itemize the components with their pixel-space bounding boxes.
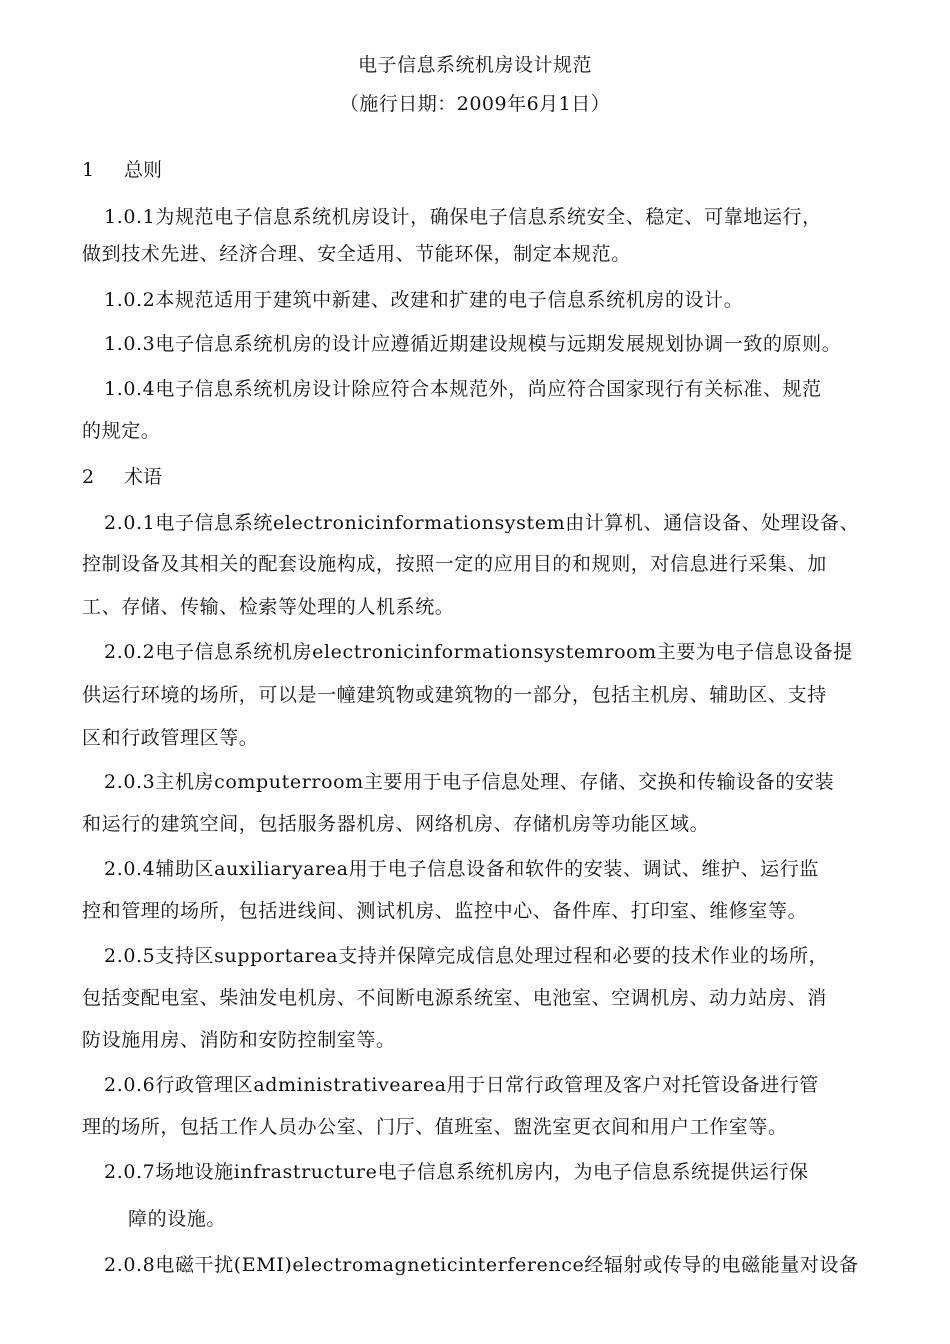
- clause-2-0-1-line: 2.0.1电子信息系统electronicinformationsystem由计算机、通信设备、处理设备、: [104, 512, 860, 534]
- section-heading-terms: [82, 462, 162, 489]
- section-title: 总则: [124, 159, 163, 181]
- clause-2-0-2-line: 区和行政管理区等。: [82, 727, 259, 749]
- clause-2-0-4-line: 2.0.4辅助区auxiliaryarea用于电子信息设备和软件的安装、调试、维护、运行监: [104, 858, 819, 880]
- clause-2-0-1-line: 控制设备及其相关的配套设施构成，按照一定的应用目的和规则，对信息进行采集、加: [82, 553, 827, 575]
- clause-2-0-6-line: 2.0.6行政管理区administrativearea用于日常行政管理及客户对托管设备进行管: [104, 1074, 819, 1096]
- clause-1-0-2-line: 1.0.2本规范适用于建筑中新建、改建和扩建的电子信息系统机房的设计。: [104, 289, 744, 311]
- clause-1-0-3-line: 1.0.3电子信息系统机房的设计应遵循近期建设规模与远期发展规划协调一致的原则。: [104, 333, 842, 355]
- section-number: 2: [82, 466, 95, 488]
- document-title: 电子信息系统机房设计规范: [357, 54, 592, 76]
- clause-2-0-1-line: 工、存储、传输、检索等处理的人机系统。: [82, 596, 455, 618]
- section-heading-general: [82, 155, 162, 182]
- clause-2-0-5-line: 防设施用房、消防和安防控制室等。: [82, 1029, 396, 1051]
- clause-1-0-4-line: 1.0.4电子信息系统机房设计除应符合本规范外，尚应符合国家现行有关标准、规范: [104, 378, 822, 400]
- section-number: 1: [82, 159, 95, 181]
- clause-2-0-3-line: 2.0.3主机房computerroom主要用于电子信息处理、存储、交换和传输设备的安装: [104, 771, 835, 793]
- clause-2-0-8-line: 2.0.8电磁干扰(EMI)electromagneticinterference经辐射或传导的电磁能量对设备: [104, 1254, 859, 1276]
- clause-2-0-4-line: 控和管理的场所，包括进线间、测试机房、监控中心、备件库、打印室、维修室等。: [82, 900, 808, 922]
- clause-2-0-7-line: 障的设施。: [128, 1208, 227, 1230]
- section-title: 术语: [124, 466, 163, 488]
- clause-2-0-5-line: 包括变配电室、柴油发电机房、不间断电源系统室、电池室、空调机房、动力站房、消: [82, 987, 827, 1009]
- document-subtitle: （施行日期：2009年6月1日）: [339, 93, 611, 115]
- clause-2-0-2-line: 2.0.2电子信息系统机房electronicinformationsystemroom主要为电子信息设备提: [104, 641, 853, 663]
- clause-2-0-5-line: 2.0.5支持区supportarea支持并保障完成信息处理过程和必要的技术作业的场所，: [104, 945, 829, 967]
- clause-2-0-2-line: 供运行环境的场所，可以是一幢建筑物或建筑物的一部分，包括主机房、辅助区、支持: [82, 684, 827, 706]
- clause-1-0-4-line: 的规定。: [82, 420, 161, 442]
- clause-1-0-1-line: 做到技术先进、经济合理、安全适用、节能环保，制定本规范。: [82, 243, 631, 265]
- clause-1-0-1-line: 1.0.1为规范电子信息系统机房设计，确保电子信息系统安全、稳定、可靠地运行，: [104, 206, 822, 228]
- clause-2-0-6-line: 理的场所，包括工作人员办公室、门厅、值班室、盥洗室更衣间和用户工作室等。: [82, 1116, 788, 1138]
- clause-2-0-3-line: 和运行的建筑空间，包括服务器机房、网络机房、存储机房等功能区域。: [82, 813, 710, 835]
- clause-2-0-7-line: 2.0.7场地设施infrastructure电子信息系统机房内，为电子信息系统提供运行保: [104, 1161, 809, 1183]
